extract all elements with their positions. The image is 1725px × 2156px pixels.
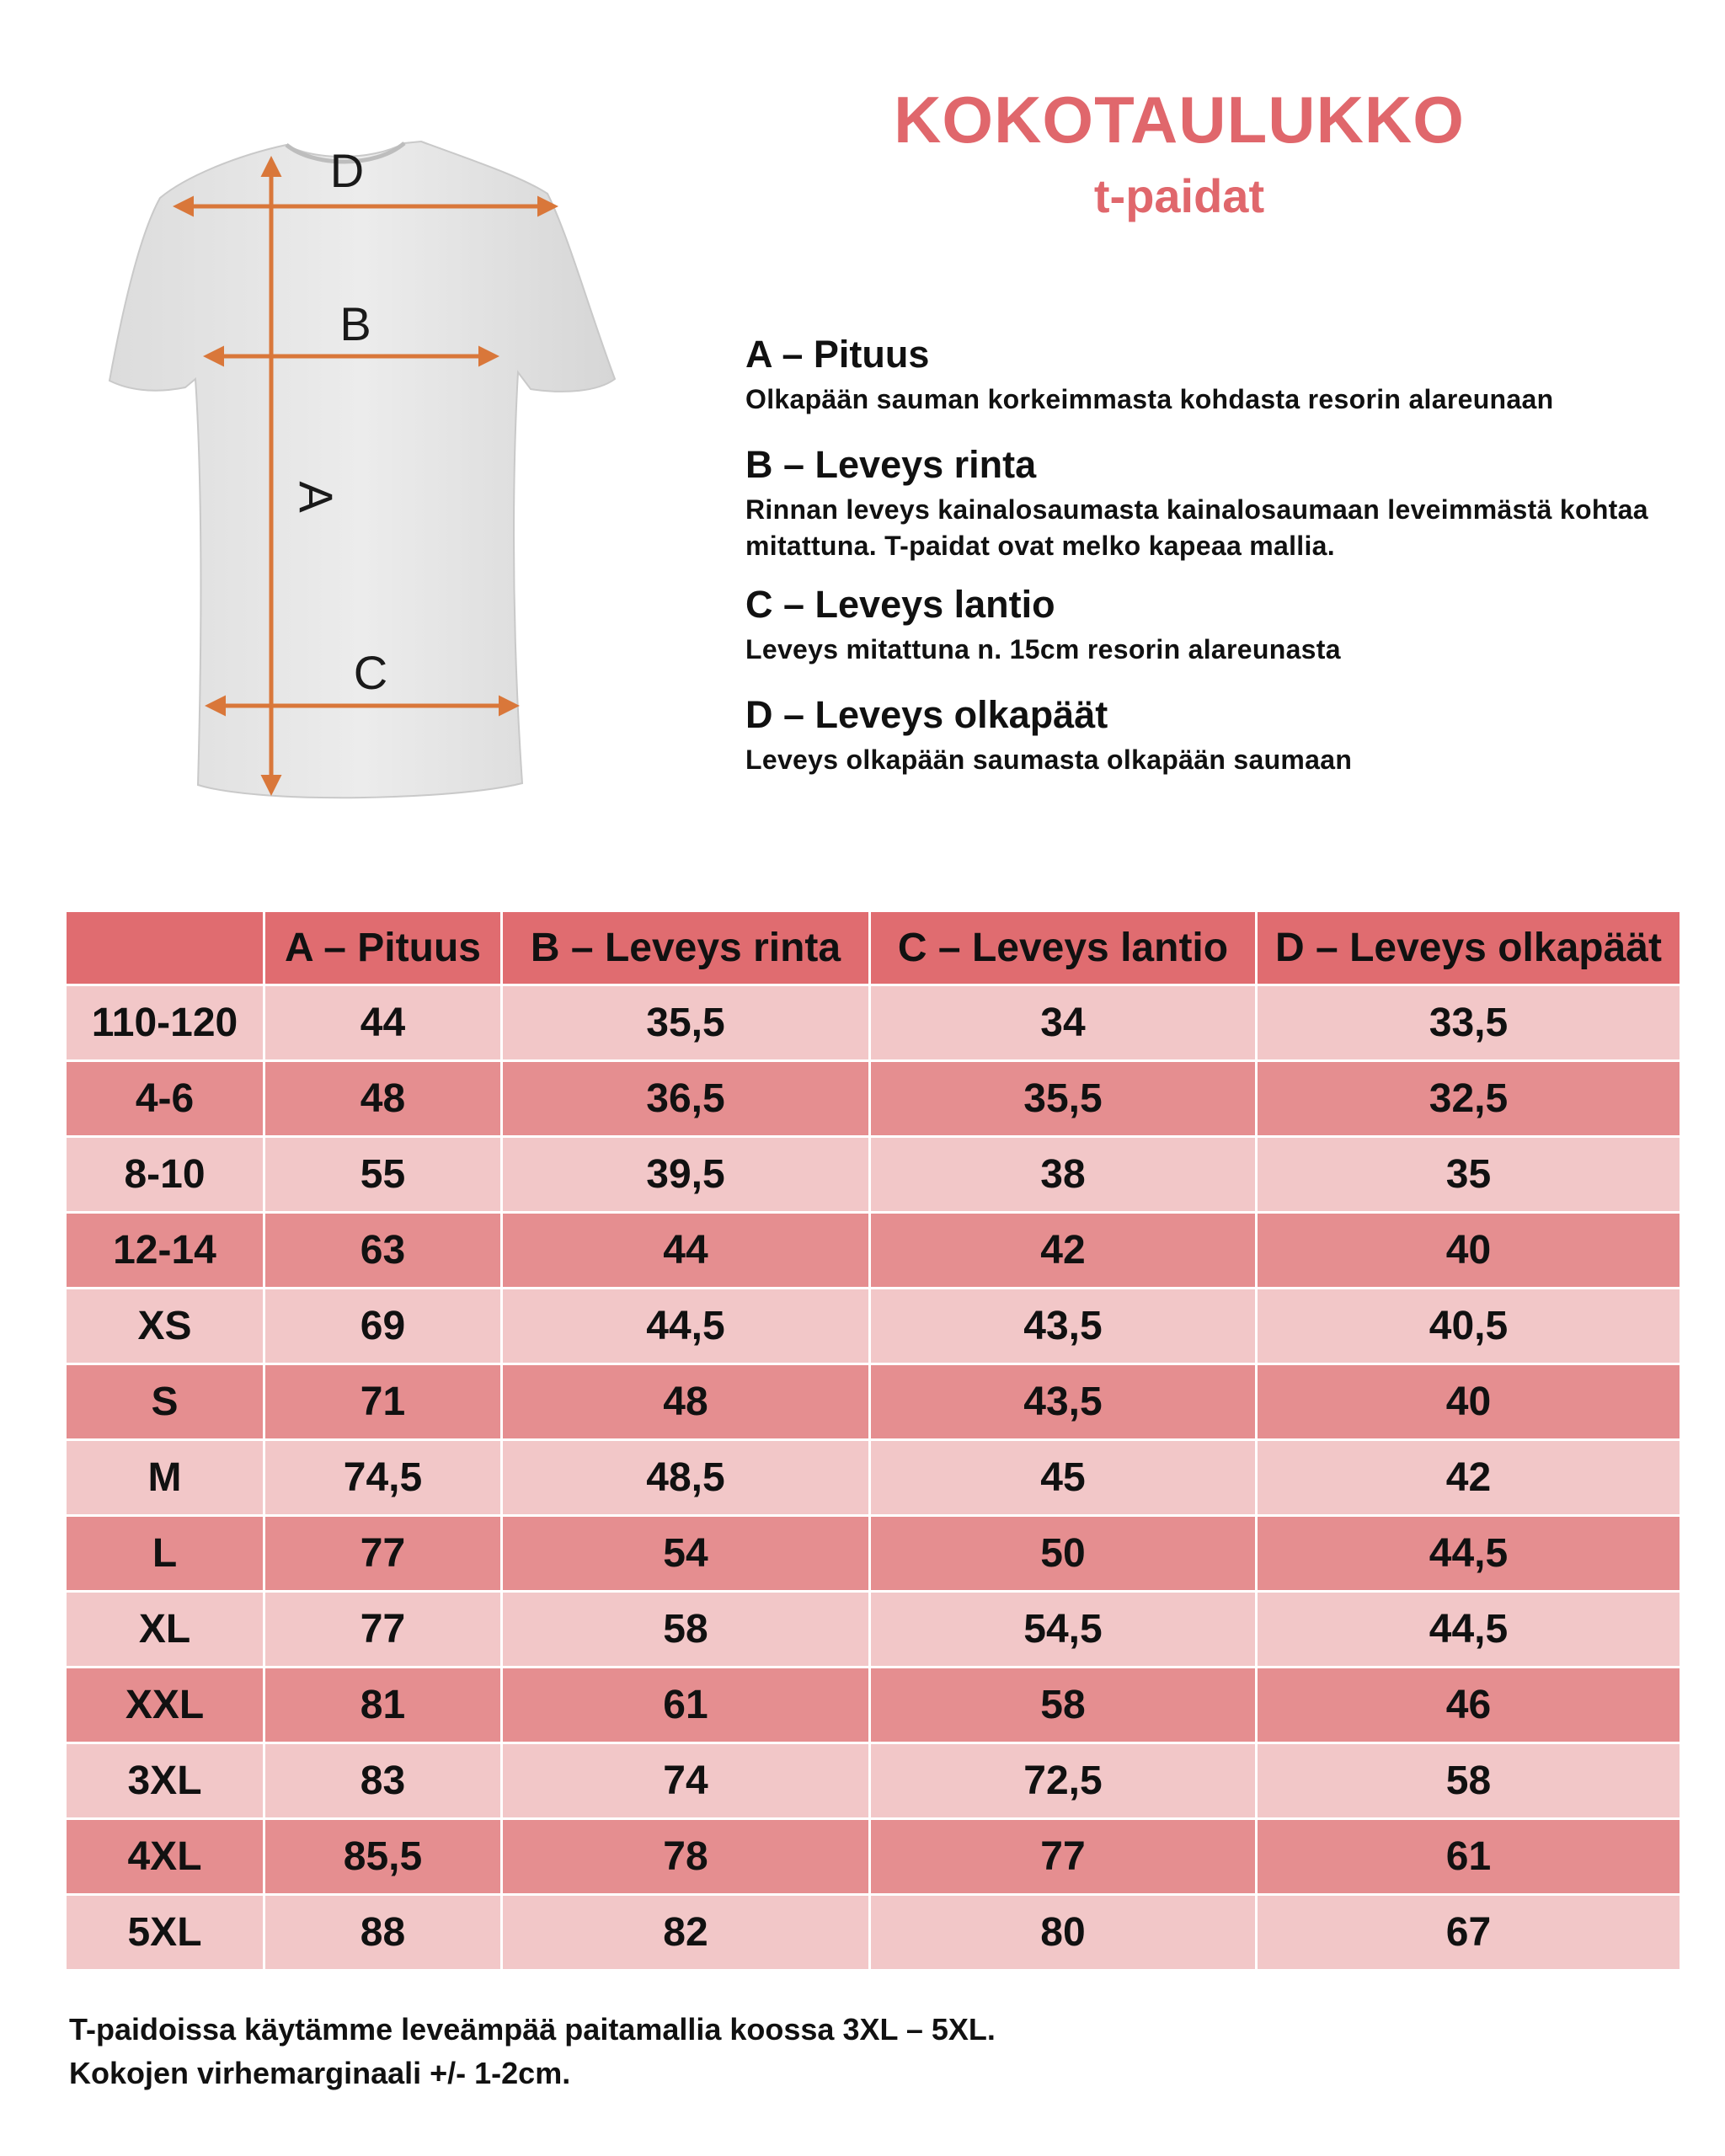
measurement-cell: 44,5 [1257,1592,1681,1668]
legend-item-c [745,583,1689,668]
measurement-cell: 33,5 [1257,985,1681,1061]
page-title: KOKOTAULUKKO [894,83,1465,157]
measurement-cell: 42 [870,1213,1257,1289]
measurement-cell: 69 [264,1289,502,1364]
measurement-cell: 74,5 [264,1440,502,1516]
size-label-cell: 8-10 [66,1137,264,1213]
measurement-cell: 38 [870,1137,1257,1213]
note-line: Kokojen virhemarginaali +/- 1-2cm. [69,2056,571,2091]
measurement-cell: 48 [502,1364,870,1440]
measurement-cell: 35,5 [502,985,870,1061]
measurement-cell: 85,5 [264,1819,502,1895]
table-row [66,1364,1681,1440]
table-row [66,1516,1681,1592]
measurement-legend [745,333,1689,803]
dimension-b-label: B [339,297,371,350]
measurement-cell: 83 [264,1743,502,1819]
legend-item-a [745,333,1689,418]
measurement-cell: 42 [1257,1440,1681,1516]
measurement-cell: 54,5 [870,1592,1257,1668]
size-label-cell: 12-14 [66,1213,264,1289]
dimension-d-label: D [329,144,365,197]
table-row [66,1668,1681,1743]
size-table [64,910,1682,1972]
footer-notes [69,2008,1585,2095]
measurement-cell: 35 [1257,1137,1681,1213]
tshirt-measurement-figure [93,126,632,817]
table-row [66,1061,1681,1137]
measurement-cell: 58 [870,1668,1257,1743]
measurement-cell: 61 [502,1668,870,1743]
measurement-cell: 40 [1257,1364,1681,1440]
measurement-cell: 58 [502,1592,870,1668]
measurement-cell: 44 [502,1213,870,1289]
size-label-cell: 4XL [66,1819,264,1895]
measurement-cell: 82 [502,1895,870,1971]
legend-heading: B – Leveys rinta [745,442,1037,486]
legend-item-d [745,693,1689,778]
measurement-cell: 46 [1257,1668,1681,1743]
measurement-cell: 43,5 [870,1364,1257,1440]
legend-description: Rinnan leveys kainalosaumasta kainalosaumaan leveimmästä kohtaa mitattuna. T-paidat ovat melko kapeaa mallia. [745,494,1648,561]
measurement-cell: 88 [264,1895,502,1971]
measurement-cell: 77 [264,1592,502,1668]
tshirt-diagram [93,126,632,817]
size-label-cell: 3XL [66,1743,264,1819]
measurement-cell: 81 [264,1668,502,1743]
table-body [66,985,1681,1971]
measurement-cell: 74 [502,1743,870,1819]
measurement-cell: 77 [264,1516,502,1592]
size-label-cell: M [66,1440,264,1516]
measurement-cell: 63 [264,1213,502,1289]
measurement-cell: 32,5 [1257,1061,1681,1137]
table-header-a: A – Pituus [264,911,502,985]
measurement-cell: 40,5 [1257,1289,1681,1364]
measurement-cell: 36,5 [502,1061,870,1137]
legend-description: Leveys olkapään saumasta olkapään saumaan [745,744,1353,775]
measurement-cell: 34 [870,985,1257,1061]
table-header-size [66,911,264,985]
table-header-d: D – Leveys olkapäät [1257,911,1681,985]
table-row [66,1289,1681,1364]
legend-heading: A – Pituus [745,333,930,376]
size-label-cell: XL [66,1592,264,1668]
table-row [66,1137,1681,1213]
title-block [842,84,1516,223]
measurement-cell: 44,5 [1257,1516,1681,1592]
measurement-cell: 77 [870,1819,1257,1895]
dimension-c-label: C [353,646,388,699]
measurement-cell: 55 [264,1137,502,1213]
table-row [66,1440,1681,1516]
measurement-cell: 40 [1257,1213,1681,1289]
size-label-cell: 4-6 [66,1061,264,1137]
legend-description: Leveys mitattuna n. 15cm resorin alareunasta [745,633,1341,664]
size-label-cell: S [66,1364,264,1440]
table-row [66,985,1681,1061]
table-row [66,1895,1681,1971]
measurement-cell: 48,5 [502,1440,870,1516]
dimension-a-label: A [290,481,343,513]
table-row [66,1213,1681,1289]
measurement-cell: 67 [1257,1895,1681,1971]
table-row [66,1743,1681,1819]
measurement-cell: 39,5 [502,1137,870,1213]
table-header-row [66,911,1681,985]
measurement-cell: 71 [264,1364,502,1440]
measurement-cell: 50 [870,1516,1257,1592]
legend-description: Olkapään sauman korkeimmasta kohdasta resorin alareunaan [745,383,1554,414]
table-header-c: C – Leveys lantio [870,911,1257,985]
measurement-cell: 44,5 [502,1289,870,1364]
measurement-cell: 44 [264,985,502,1061]
legend-item-b [745,443,1689,564]
measurement-cell: 58 [1257,1743,1681,1819]
size-label-cell: 5XL [66,1895,264,1971]
size-label-cell: 110-120 [66,985,264,1061]
table-header-b: B – Leveys rinta [502,911,870,985]
table-row [66,1592,1681,1668]
size-label-cell: XS [66,1289,264,1364]
measurement-cell: 72,5 [870,1743,1257,1819]
measurement-cell: 78 [502,1819,870,1895]
tshirt-shape [109,141,615,798]
table-row [66,1819,1681,1895]
legend-heading: C – Leveys lantio [745,583,1055,627]
measurement-cell: 80 [870,1895,1257,1971]
measurement-cell: 54 [502,1516,870,1592]
size-label-cell: L [66,1516,264,1592]
note-line: T-paidoissa käytämme leveämpää paitamallia koossa 3XL – 5XL. [69,2012,996,2047]
measurement-cell: 35,5 [870,1061,1257,1137]
size-label-cell: XXL [66,1668,264,1743]
measurement-cell: 61 [1257,1819,1681,1895]
legend-heading: D – Leveys olkapäät [745,693,1108,736]
page-subtitle: t-paidat [1093,168,1265,222]
measurement-cell: 45 [870,1440,1257,1516]
measurement-cell: 43,5 [870,1289,1257,1364]
measurement-cell: 48 [264,1061,502,1137]
